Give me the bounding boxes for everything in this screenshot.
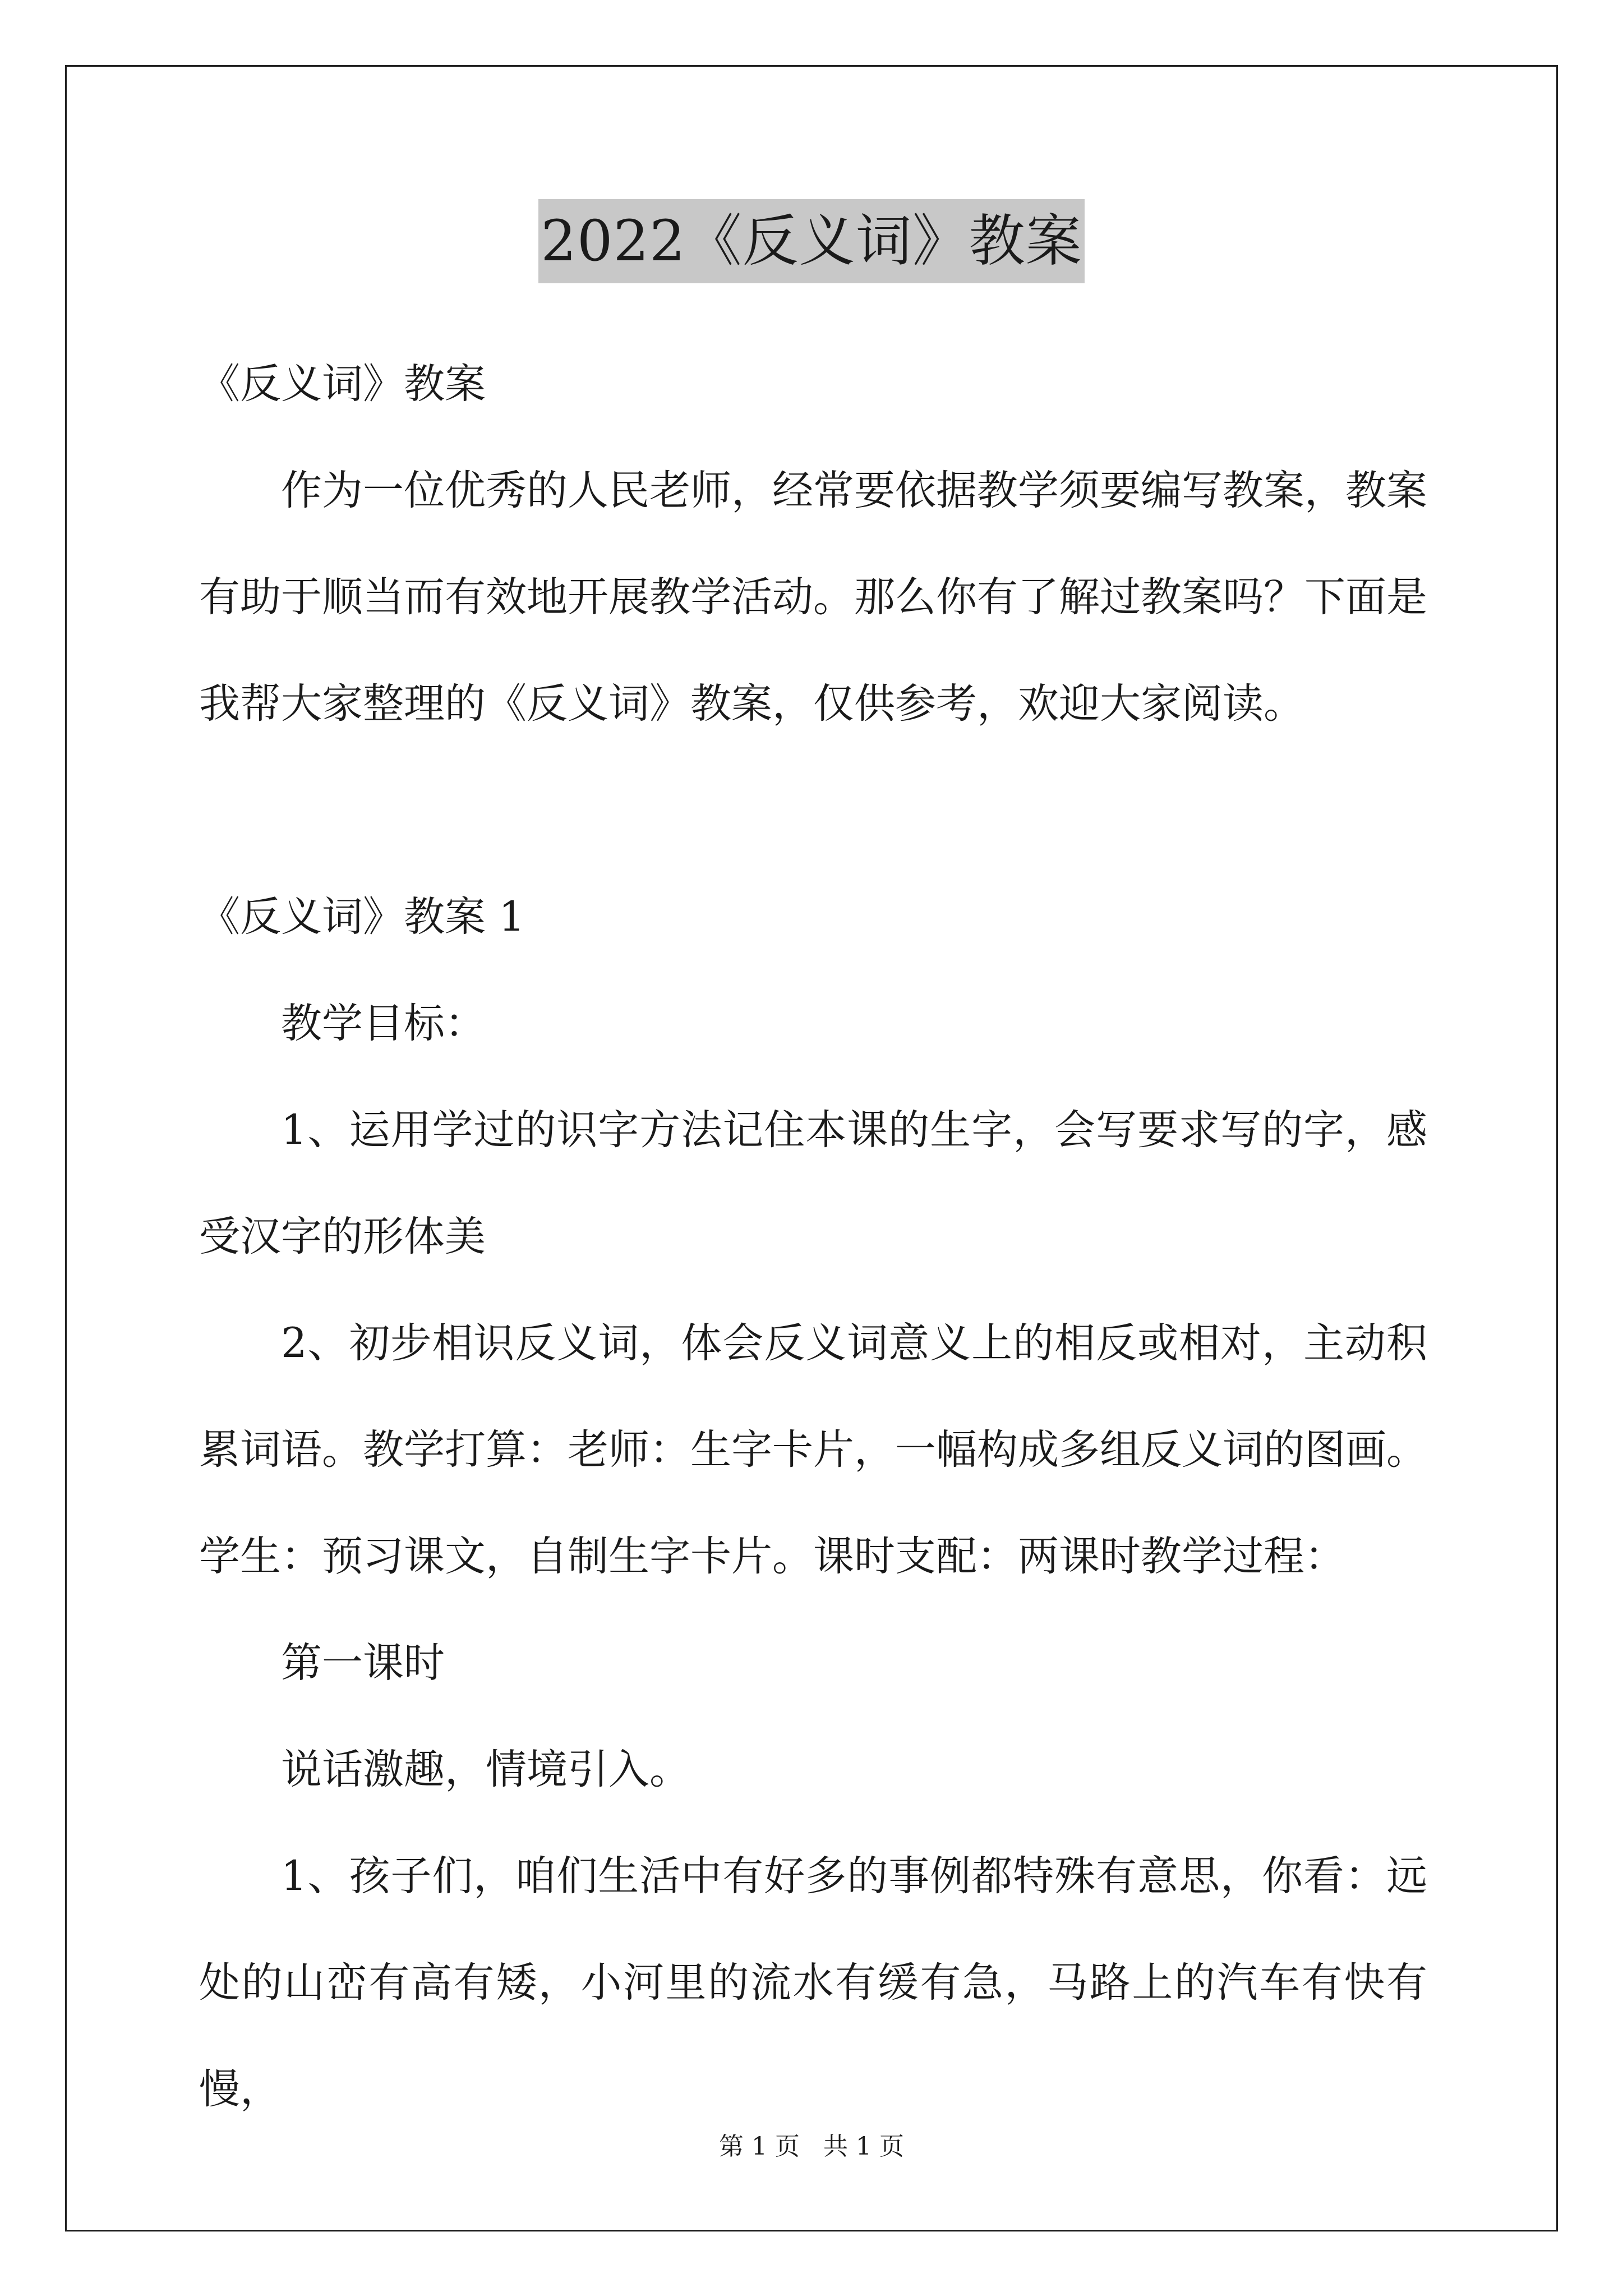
page-footer (0, 2130, 1623, 2164)
document-title: 2022《反义词》教案 (538, 199, 1085, 283)
page-total: 共 1 页 (823, 2132, 904, 2161)
page-number: 第 1 页 (719, 2132, 800, 2161)
paragraph-intro-activity: 说话激趣，情境引入。 (281, 1746, 690, 1793)
paragraph-activity-1: 1、孩子们，咱们生活中有好多的事例都特殊有意思，你看：远处的山峦有高有矮，小河里的流水有缓有急，马路上的汽车有快有慢， (199, 1852, 1427, 2113)
paragraph-item-1: 1、运用学过的识字方法记住本课的生字，会写要求写的字，感受汉字的形体美 (199, 1106, 1427, 1260)
intro-paragraph: 作为一位优秀的人民老师，经常要依据教学须要编写教案，教案有助于顺当而有效地开展教学活动。那么你有了解过教案吗？下面是我帮大家整理的《反义词》教案，仅供参考，欢迎大家阅读。 (199, 467, 1427, 728)
document-body (199, 331, 1427, 2143)
section-heading: 《反义词》教案 1 (199, 893, 525, 941)
section-gap (199, 757, 1427, 864)
subtitle: 《反义词》教案 (199, 360, 486, 408)
paragraph-objectives: 教学目标： (281, 1000, 486, 1047)
paragraph-item-2: 2、初步相识反义词，体会反义词意义上的相反或相对，主动积累词语。教学打算：老师：生字卡片，一幅构成多组反义词的图画。学生：预习课文，自制生字卡片。课时支配：两课时教学过程： (199, 1319, 1427, 1580)
title-wrap (0, 199, 1623, 283)
paragraph-lesson-1: 第一课时 (281, 1639, 445, 1687)
